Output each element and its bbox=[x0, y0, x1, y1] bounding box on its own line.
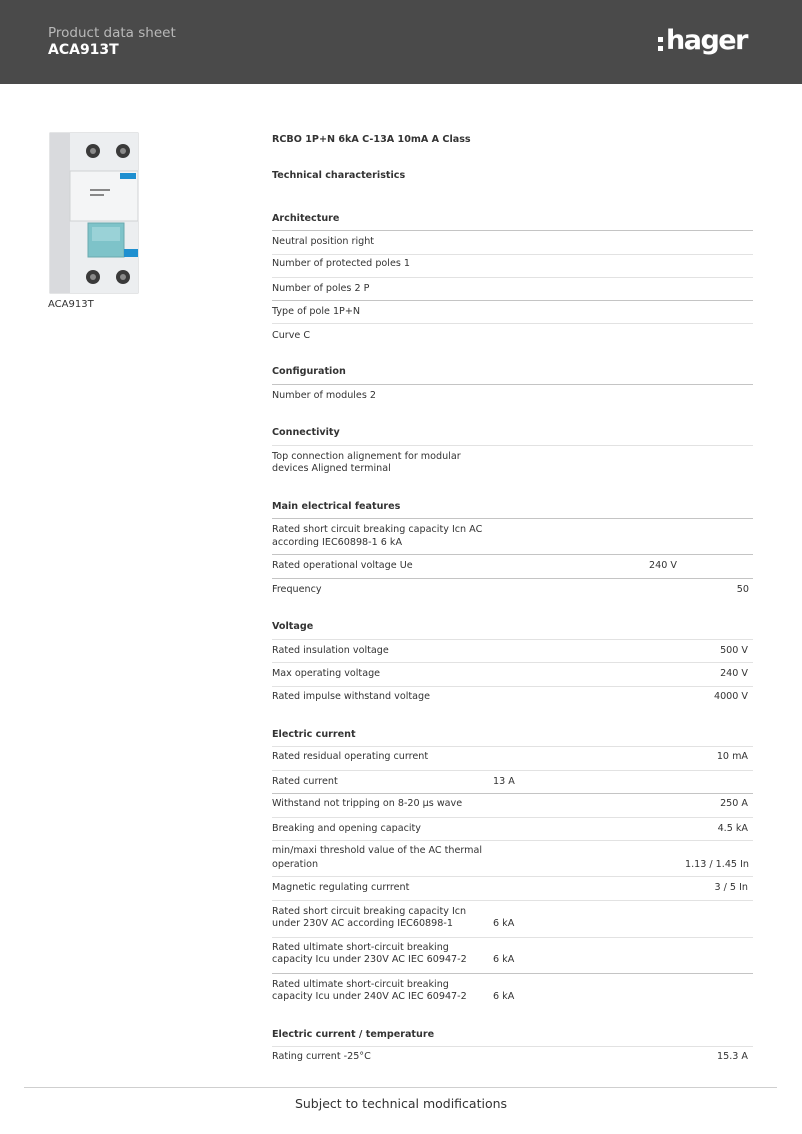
product-reference: ACA913T bbox=[48, 42, 119, 58]
spec-value: 15.3 A bbox=[717, 1051, 748, 1062]
spec-row bbox=[272, 230, 753, 254]
spec-label: under 230V AC according IEC60898-1 bbox=[272, 918, 453, 929]
spec-value: 6 kA bbox=[493, 991, 515, 1002]
spec-row bbox=[272, 554, 753, 578]
spec-row bbox=[272, 578, 753, 602]
spec-label: Rated ultimate short-circuit breaking bbox=[272, 979, 449, 990]
spec-row bbox=[272, 445, 753, 480]
spec-label: Rated ultimate short-circuit breaking bbox=[272, 942, 449, 953]
spec-label: Rated current bbox=[272, 776, 338, 787]
spec-row bbox=[272, 686, 753, 710]
spec-value: 6 kA bbox=[493, 954, 515, 965]
spec-label: Rated short circuit breaking capacity Icn AC bbox=[272, 524, 483, 535]
spec-row bbox=[272, 900, 753, 937]
spec-value: 3 / 5 In bbox=[714, 882, 748, 893]
spec-value: 240 V bbox=[720, 668, 748, 679]
section-title: Electric current / temperature bbox=[272, 1029, 435, 1040]
spec-value: 50 bbox=[736, 584, 749, 595]
spec-label: Rating current -25°C bbox=[272, 1051, 371, 1062]
section-title: Connectivity bbox=[272, 427, 340, 438]
spec-row bbox=[272, 973, 753, 1010]
spec-label: Rated impulse withstand voltage bbox=[272, 691, 430, 702]
section-title: Voltage bbox=[272, 621, 314, 632]
footer-note: Subject to technical modifications bbox=[294, 1096, 508, 1111]
spec-label: Breaking and opening capacity bbox=[272, 823, 421, 834]
spec-label: capacity Icu under 230V AC IEC 60947-2 bbox=[272, 954, 467, 965]
spec-label: Top connection alignement for modular bbox=[272, 451, 461, 462]
spec-label: Number of protected poles 1 bbox=[272, 258, 410, 269]
product-title: RCBO 1P+N 6kA C-13A 10mA A Class bbox=[272, 134, 471, 145]
spec-label: Number of modules 2 bbox=[272, 390, 376, 401]
spec-row bbox=[272, 937, 753, 973]
spec-row bbox=[272, 254, 753, 277]
spec-value: 500 V bbox=[720, 645, 748, 656]
spec-row bbox=[272, 384, 753, 408]
spec-label: Rated insulation voltage bbox=[272, 645, 389, 656]
spec-row bbox=[272, 770, 753, 793]
spec-value: 4.5 kA bbox=[717, 823, 748, 834]
section-title: Configuration bbox=[272, 366, 346, 377]
spec-row bbox=[272, 793, 753, 817]
spec-label: Type of pole 1P+N bbox=[272, 306, 361, 317]
product-caption: ACA913T bbox=[48, 299, 94, 310]
brand-name: hager bbox=[666, 24, 747, 56]
spec-label: devices Aligned terminal bbox=[272, 463, 391, 474]
footer-divider bbox=[24, 1087, 777, 1088]
logo-dots-icon bbox=[658, 37, 663, 51]
spec-row bbox=[272, 746, 753, 770]
spec-label: operation bbox=[272, 859, 319, 870]
spec-value: 13 A bbox=[493, 776, 515, 787]
technical-heading: Technical characteristics bbox=[272, 170, 406, 181]
spec-label: Number of poles 2 P bbox=[272, 283, 370, 294]
spec-label: Rated short circuit breaking capacity Icn bbox=[272, 906, 467, 917]
spec-label: Frequency bbox=[272, 584, 322, 595]
spec-label: Rated residual operating current bbox=[272, 751, 429, 762]
spec-label: according IEC60898-1 6 kA bbox=[272, 537, 403, 548]
spec-label: Magnetic regulating currrent bbox=[272, 882, 410, 893]
spec-label: capacity Icu under 240V AC IEC 60947-2 bbox=[272, 991, 467, 1002]
spec-row bbox=[272, 639, 753, 662]
spec-label: Withstand not tripping on 8-20 µs wave bbox=[272, 798, 463, 809]
spec-label: Max operating voltage bbox=[272, 668, 381, 679]
hager-logo[interactable] bbox=[658, 24, 747, 60]
section-title: Architecture bbox=[272, 213, 340, 224]
spec-row bbox=[272, 1046, 753, 1070]
spec-value: 240 V bbox=[649, 560, 677, 571]
spec-label: Neutral position right bbox=[272, 236, 375, 247]
document-type: Product data sheet bbox=[48, 25, 176, 41]
spec-value: 250 A bbox=[720, 798, 748, 809]
spec-label: min/maxi threshold value of the AC thermal bbox=[272, 845, 483, 856]
spec-row bbox=[272, 518, 753, 554]
spec-value: 6 kA bbox=[493, 918, 515, 929]
spec-label: Curve C bbox=[272, 330, 311, 341]
spec-row bbox=[272, 662, 753, 686]
spec-value: 10 mA bbox=[716, 751, 748, 762]
section-title: Electric current bbox=[272, 729, 356, 740]
spec-row bbox=[272, 277, 753, 300]
section-title: Main electrical features bbox=[272, 501, 401, 512]
spec-value: 4000 V bbox=[713, 691, 748, 702]
page-header bbox=[0, 0, 802, 84]
product-image bbox=[48, 131, 140, 295]
spec-row bbox=[272, 840, 753, 876]
spec-row bbox=[272, 300, 753, 323]
spec-row bbox=[272, 876, 753, 900]
spec-label: Rated operational voltage Ue bbox=[272, 560, 413, 571]
spec-value: 1.13 / 1.45 In bbox=[684, 859, 749, 870]
spec-row bbox=[272, 817, 753, 840]
spec-row bbox=[272, 323, 753, 347]
